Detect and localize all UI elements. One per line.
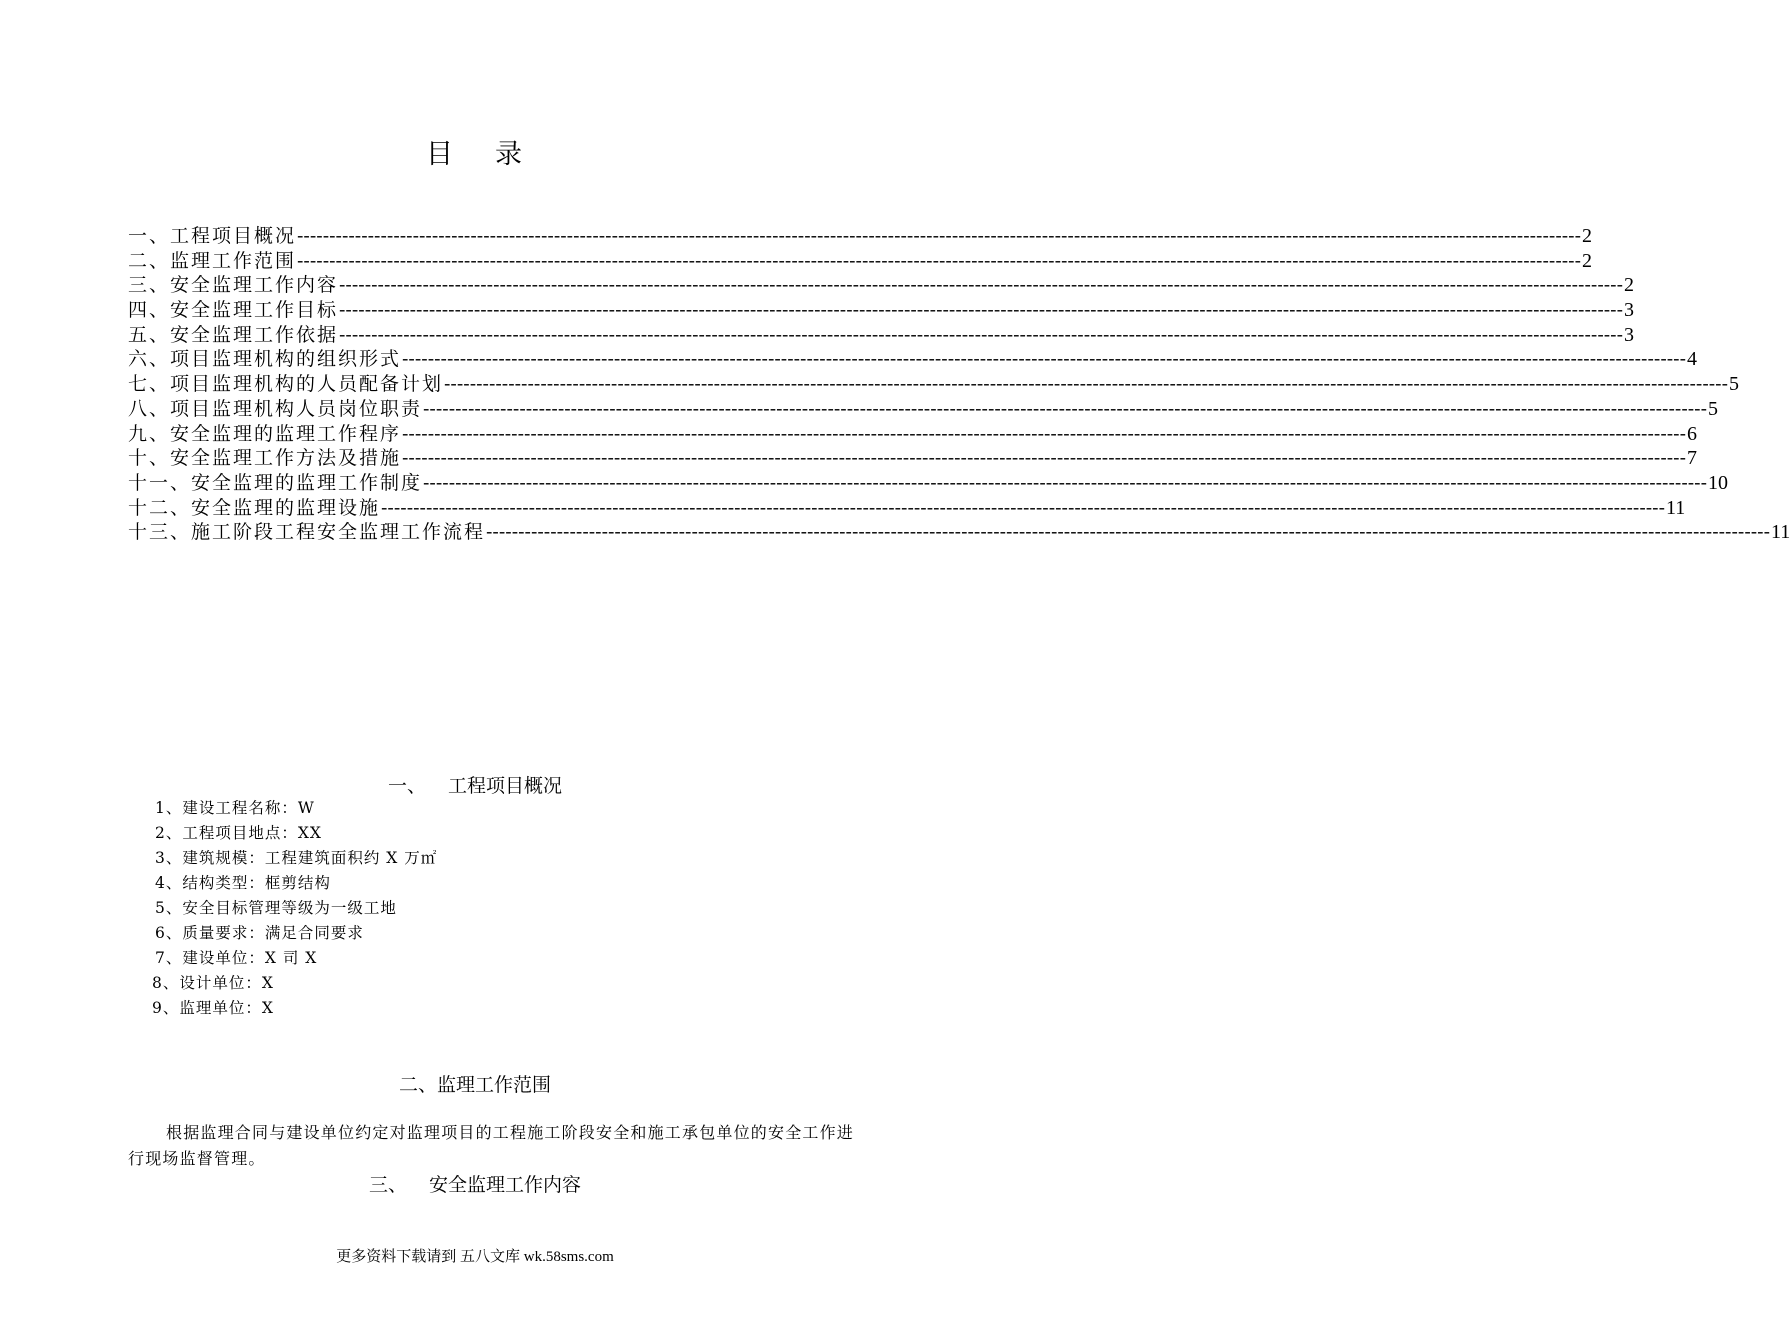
list-item: 8、设计单位：X: [152, 974, 274, 992]
toc-leader: --------------------------------------------------------------------------------------------------------------------------------------------------------------------------------------------------------: [297, 249, 1581, 272]
toc-leader: --------------------------------------------------------------------------------------------------------------------------------------------------------------------------------------------------------: [402, 447, 1686, 470]
toc-entry-page: 7: [1687, 447, 1697, 470]
toc-entry[interactable]: [128, 520, 1790, 545]
toc-entry-label: 十、安全监理工作方法及措施: [128, 447, 402, 470]
toc-entry-page: 2: [1582, 225, 1592, 247]
section-2-heading: 二、监理工作范围: [398, 1074, 551, 1096]
toc-entry[interactable]: [128, 347, 1697, 372]
section-3-title: 安全监理工作内容: [429, 1174, 582, 1196]
section-1-title: 工程项目概况: [448, 775, 563, 797]
toc-leader: --------------------------------------------------------------------------------------------------------------------------------------------------------------------------------------------------------: [444, 373, 1728, 396]
toc-entry[interactable]: [128, 273, 1634, 298]
list-item: 1、建设工程名称：W: [155, 799, 315, 817]
list-item: 7、建设单位：X 司 X: [155, 949, 318, 967]
project-info-list: [152, 796, 438, 1021]
toc-title-right: 录: [495, 139, 524, 170]
toc-entry-page: 11: [1666, 496, 1686, 519]
toc-entry-label: 二、监理工作范围: [128, 249, 297, 272]
footer-text: 更多资料下载请到 五八文库 wk.58sms.com: [336, 1249, 614, 1265]
toc-leader: --------------------------------------------------------------------------------------------------------------------------------------------------------------------------------------------------------: [402, 348, 1686, 371]
toc-leader: --------------------------------------------------------------------------------------------------------------------------------------------------------------------------------------------------------: [339, 274, 1623, 297]
toc-entry[interactable]: [128, 471, 1728, 496]
toc-entry[interactable]: [128, 298, 1634, 323]
toc-entry-page: 11: [1771, 521, 1790, 544]
toc-entry-label: 八、项目监理机构人员岗位职责: [128, 397, 423, 420]
section-2-paragraph: 根据监理合同与建设单位约定对监理项目的工程施工阶段安全和施工承包单位的安全工作进行现场监督管理。: [128, 1123, 855, 1168]
list-item: 2、工程项目地点：XX: [155, 824, 322, 842]
toc-entry-label: 十一、安全监理的监理工作制度: [128, 471, 423, 494]
toc-entry-page: 2: [1582, 249, 1592, 272]
toc-entry[interactable]: [128, 496, 1686, 521]
toc-entry-page: 5: [1708, 397, 1718, 420]
toc-title: [0, 132, 950, 171]
toc-leader: --------------------------------------------------------------------------------------------------------------------------------------------------------------------------------------------------------: [402, 422, 1686, 445]
toc-entry[interactable]: [128, 422, 1697, 447]
toc-title-left: 目: [426, 139, 455, 170]
toc-entry-label: 七、项目监理机构的人员配备计划: [128, 373, 444, 396]
toc-entry-page: 5: [1729, 373, 1739, 396]
toc-entry-page: 6: [1687, 422, 1697, 445]
toc-entry[interactable]: [128, 372, 1739, 397]
toc-entry-page: 3: [1624, 323, 1634, 346]
toc-leader: --------------------------------------------------------------------------------------------------------------------------------------------------------------------------------------------------------: [297, 225, 1581, 247]
toc-entry-label: 十三、施工阶段工程安全监理工作流程: [128, 521, 486, 544]
toc-entry-label: 四、安全监理工作目标: [128, 299, 339, 322]
list-item: 5、安全目标管理等级为一级工地: [155, 899, 397, 917]
toc-entry[interactable]: [128, 446, 1697, 471]
toc-entry-page: 3: [1624, 299, 1634, 322]
toc-entry[interactable]: [128, 249, 1592, 274]
toc-leader: --------------------------------------------------------------------------------------------------------------------------------------------------------------------------------------------------------: [423, 397, 1707, 420]
toc-entry-label: 一、工程项目概况: [128, 225, 297, 247]
toc-entry-label: 三、安全监理工作内容: [128, 274, 339, 297]
toc-entry-label: 十二、安全监理的监理设施: [128, 496, 381, 519]
list-item: 3、建筑规模：工程建筑面积约 X 万㎡: [155, 849, 438, 867]
toc-leader: --------------------------------------------------------------------------------------------------------------------------------------------------------------------------------------------------------: [339, 299, 1623, 322]
section-3-heading: [0, 1170, 950, 1197]
section-1-number: 一、: [387, 775, 426, 797]
list-item: 6、质量要求：满足合同要求: [155, 924, 364, 942]
toc-leader: --------------------------------------------------------------------------------------------------------------------------------------------------------------------------------------------------------: [381, 496, 1665, 519]
toc-entry[interactable]: [128, 224, 1592, 249]
section-1-heading: [0, 771, 950, 798]
section-3-number: 三、: [368, 1174, 407, 1196]
toc-entry-page: 10: [1708, 471, 1728, 494]
toc-entry-label: 六、项目监理机构的组织形式: [128, 348, 402, 371]
table-of-contents: [128, 224, 1790, 545]
toc-entry[interactable]: [128, 323, 1634, 348]
toc-entry-label: 五、安全监理工作依据: [128, 323, 339, 346]
toc-leader: --------------------------------------------------------------------------------------------------------------------------------------------------------------------------------------------------------: [486, 521, 1770, 544]
list-item: 9、监理单位：X: [152, 999, 274, 1017]
toc-leader: --------------------------------------------------------------------------------------------------------------------------------------------------------------------------------------------------------: [423, 471, 1707, 494]
toc-leader: --------------------------------------------------------------------------------------------------------------------------------------------------------------------------------------------------------: [339, 323, 1623, 346]
toc-entry-page: 2: [1624, 274, 1634, 297]
list-item: 4、结构类型：框剪结构: [155, 874, 331, 892]
toc-entry[interactable]: [128, 397, 1718, 422]
toc-entry-label: 九、安全监理的监理工作程序: [128, 422, 402, 445]
toc-entry-page: 4: [1687, 348, 1697, 371]
